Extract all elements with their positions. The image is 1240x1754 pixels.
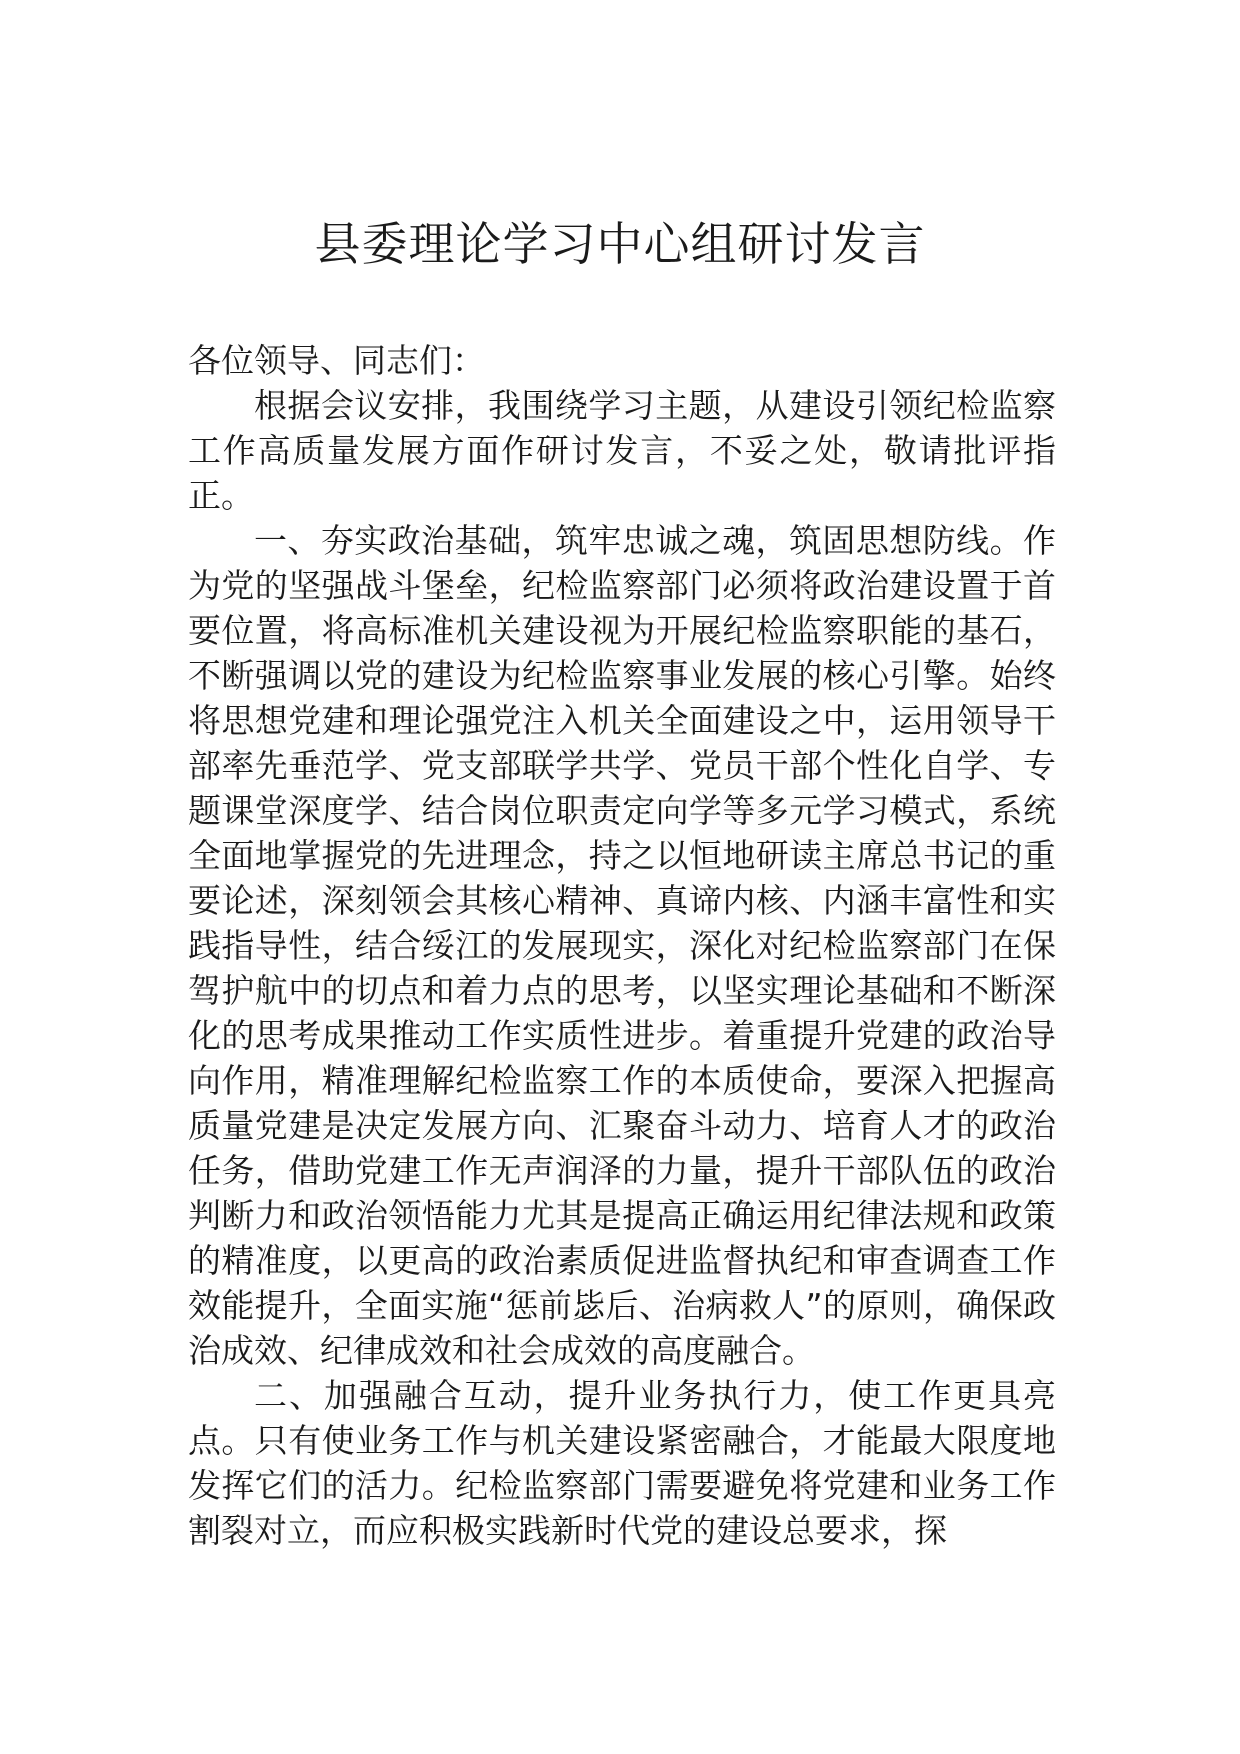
paragraph-section-two: 二、加强融合互动，提升业务执行力，使工作更具亮点。只有使业务工作与机关建设紧密融合，才能最大限度地发挥它们的活力。纪检监察部门需要避免将党建和业务工作割裂对立，而应积极实践新时代党的建设总要求，探 — [188, 1376, 1056, 1550]
document-body — [188, 338, 1056, 1553]
paragraph-intro: 根据会议安排，我围绕学习主题，从建设引领纪检监察工作高质量发展方面作研讨发言，不妥之处，敬请批评指正。 — [188, 386, 1056, 515]
document-title: 县委理论学习中心组研讨发言 — [314, 217, 926, 271]
paragraph-section-one: 一、夯实政治基础，筑牢忠诚之魂，筑固思想防线。作为党的坚强战斗堡垒，纪检监察部门必须将政治建设置于首要位置，将高标准机关建设视为开展纪检监察职能的基石，不断强调以党的建设为纪检监察事业发展的核心引擎。始终将思想党建和理论强党注入机关全面建设之中，运用领导干部率先垂范学、党支部联学共学、党员干部个性化自学、专题课堂深度学、结合岗位职责定向学等多元学习模式，系统全面地掌握党的先进理念，持之以恒地研读主席总书记的重要论述，深刻领会其核心精神、真谛内核、内涵丰富性和实践指导性，结合绥江的发展现实，深化对纪检监察部门在保驾护航中的切点和着力点的思考，以坚实理论基础和不断深化的思考成果推动工作实质性进步。着重提升党建的政治导向作用，精准理解纪检监察工作的本质使命，要深入把握高质量党建是决定发展方向、汇聚奋斗动力、培育人才的政治任务，借助党建工作无声润泽的力量，提升干部队伍的政治判断力和政治领悟能力尤其是提高正确运用纪律法规和政策的精准度，以更高的政治素质促进监督执纪和审查调查工作效能提升，全面实施“惩前毖后、治病救人”的原则，确保政治成效、纪律成效和社会成效的高度融合。 — [188, 521, 1056, 1370]
salutation: 各位领导、同志们： — [188, 341, 485, 380]
